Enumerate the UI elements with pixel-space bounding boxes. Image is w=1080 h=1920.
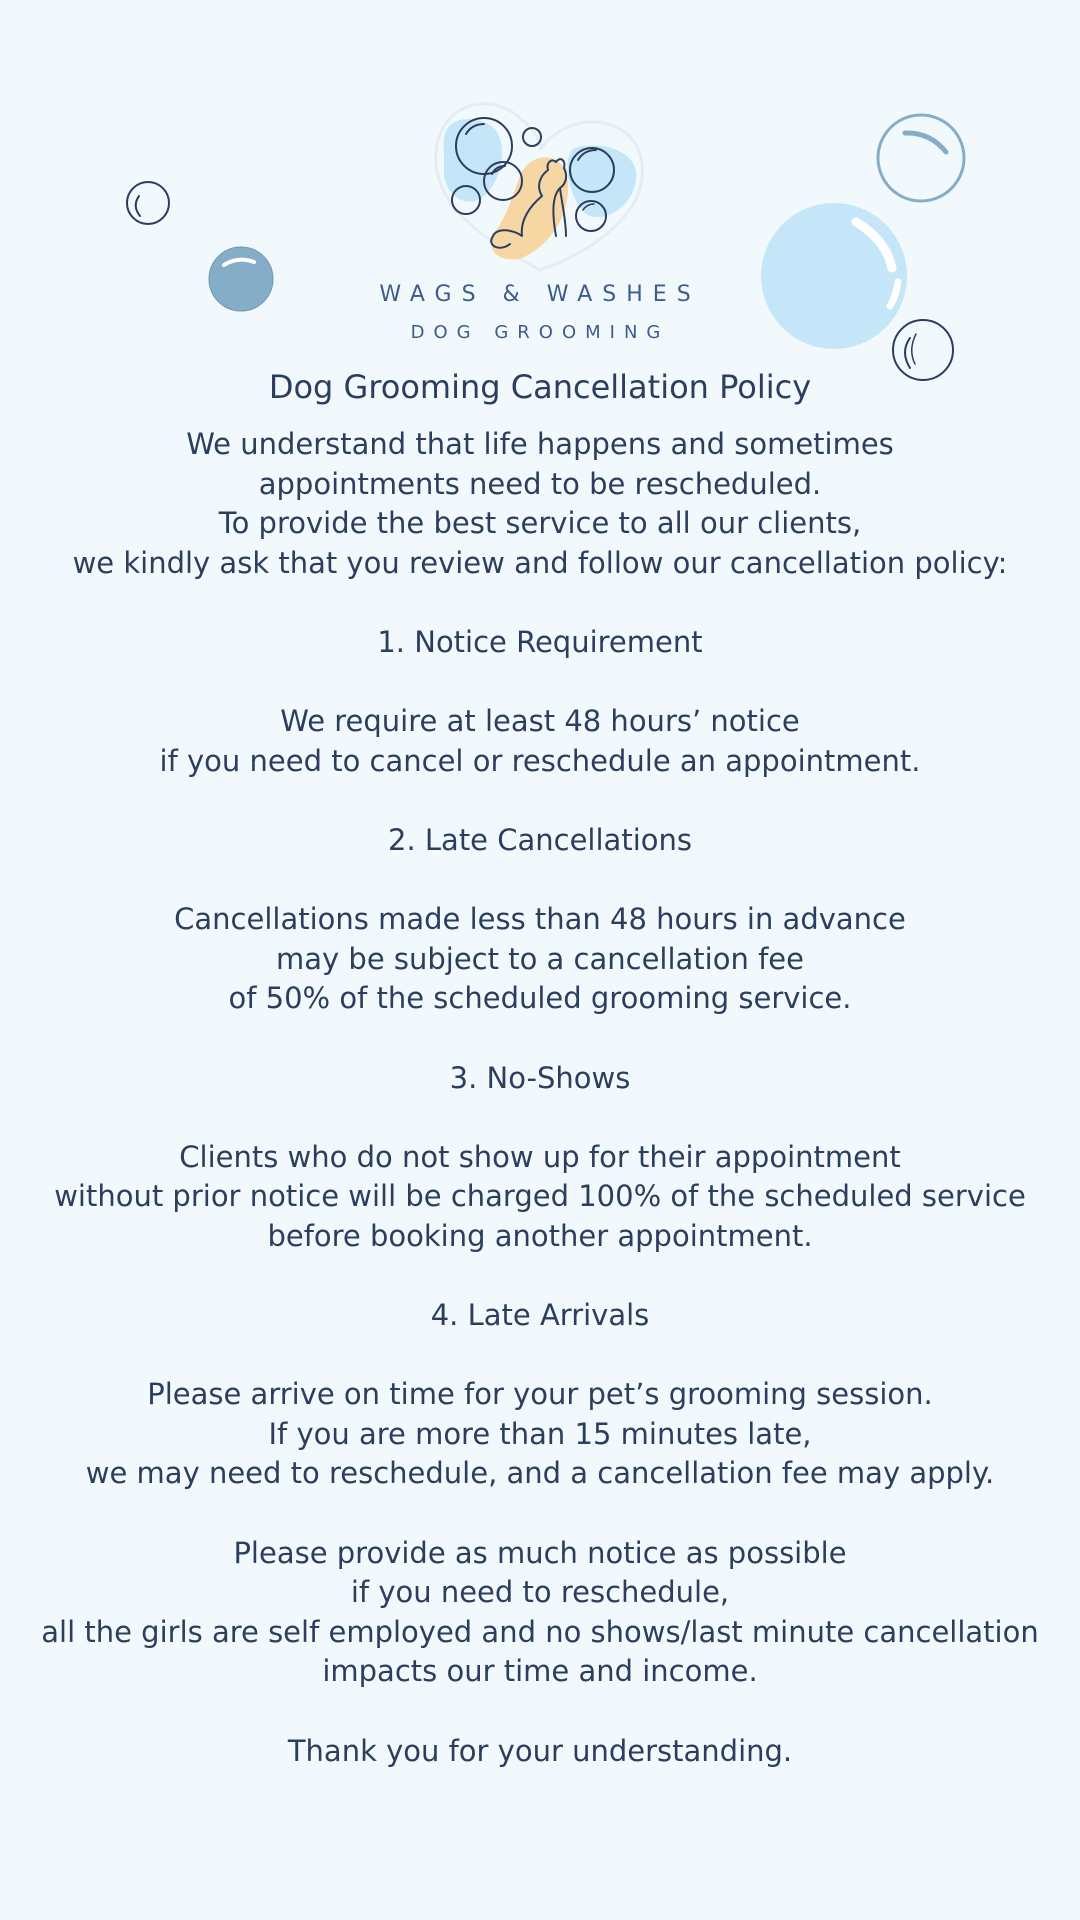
policy-line (0, 781, 1080, 821)
bubble-outline-small-left-icon (127, 182, 169, 224)
policy-line: all the girls are self employed and no shows/last minute cancellation (41, 1614, 1039, 1649)
policy-line (0, 663, 1080, 703)
bubbles-heart-dog-logo-icon (436, 104, 643, 270)
policy-line: Please provide as much notice as possible (233, 1535, 847, 1570)
policy-line (0, 861, 1080, 901)
policy-line: Please arrive on time for your pet’s grooming session. (147, 1377, 933, 1412)
policy-line: if you need to cancel or reschedule an appointment. (159, 743, 921, 778)
bubble-outline-top-right-icon (878, 115, 964, 201)
policy-body (0, 425, 1080, 1771)
policy-line: impacts our time and income. (322, 1654, 758, 1689)
section-heading: 1. Notice Requirement (377, 624, 703, 659)
policy-line: Cancellations made less than 48 hours in advance (174, 902, 906, 937)
policy-title: Dog Grooming Cancellation Policy (268, 368, 812, 406)
policy-line (0, 1336, 1080, 1376)
policy-line: we may need to reschedule, and a cancellation fee may apply. (85, 1456, 995, 1491)
policy-line: We understand that life happens and sometimes (186, 427, 894, 461)
policy-line: before booking another appointment. (267, 1218, 813, 1253)
closing-line: Thank you for your understanding. (287, 1733, 793, 1768)
brand-tagline: DOG GROOMING (410, 322, 670, 343)
policy-line: Clients who do not show up for their appointment (179, 1139, 901, 1174)
policy-line: If you are more than 15 minutes late, (268, 1416, 812, 1451)
policy-line: if you need to reschedule, (350, 1575, 730, 1610)
policy-line (0, 1692, 1080, 1732)
policy-line: appointments need to be rescheduled. (258, 466, 822, 501)
policy-line: we kindly ask that you review and follow our cancellation policy: (72, 545, 1008, 580)
policy-line (0, 1098, 1080, 1138)
brand-name: WAGS & WASHES (379, 282, 701, 307)
policy-line (0, 583, 1080, 623)
policy-line (0, 1019, 1080, 1059)
policy-line: of 50% of the scheduled grooming service. (228, 981, 852, 1016)
policy-line: may be subject to a cancellation fee (276, 941, 804, 976)
policy-line (0, 1256, 1080, 1296)
policy-line: without prior notice will be charged 100% of the scheduled service (54, 1179, 1026, 1214)
section-heading: 2. Late Cancellations (388, 822, 692, 857)
section-heading: 4. Late Arrivals (430, 1298, 650, 1333)
policy-line (0, 1494, 1080, 1534)
policy-line: We require at least 48 hours’ notice (280, 704, 800, 739)
section-heading: 3. No-Shows (449, 1060, 631, 1095)
policy-line: To provide the best service to all our clients, (218, 506, 862, 541)
